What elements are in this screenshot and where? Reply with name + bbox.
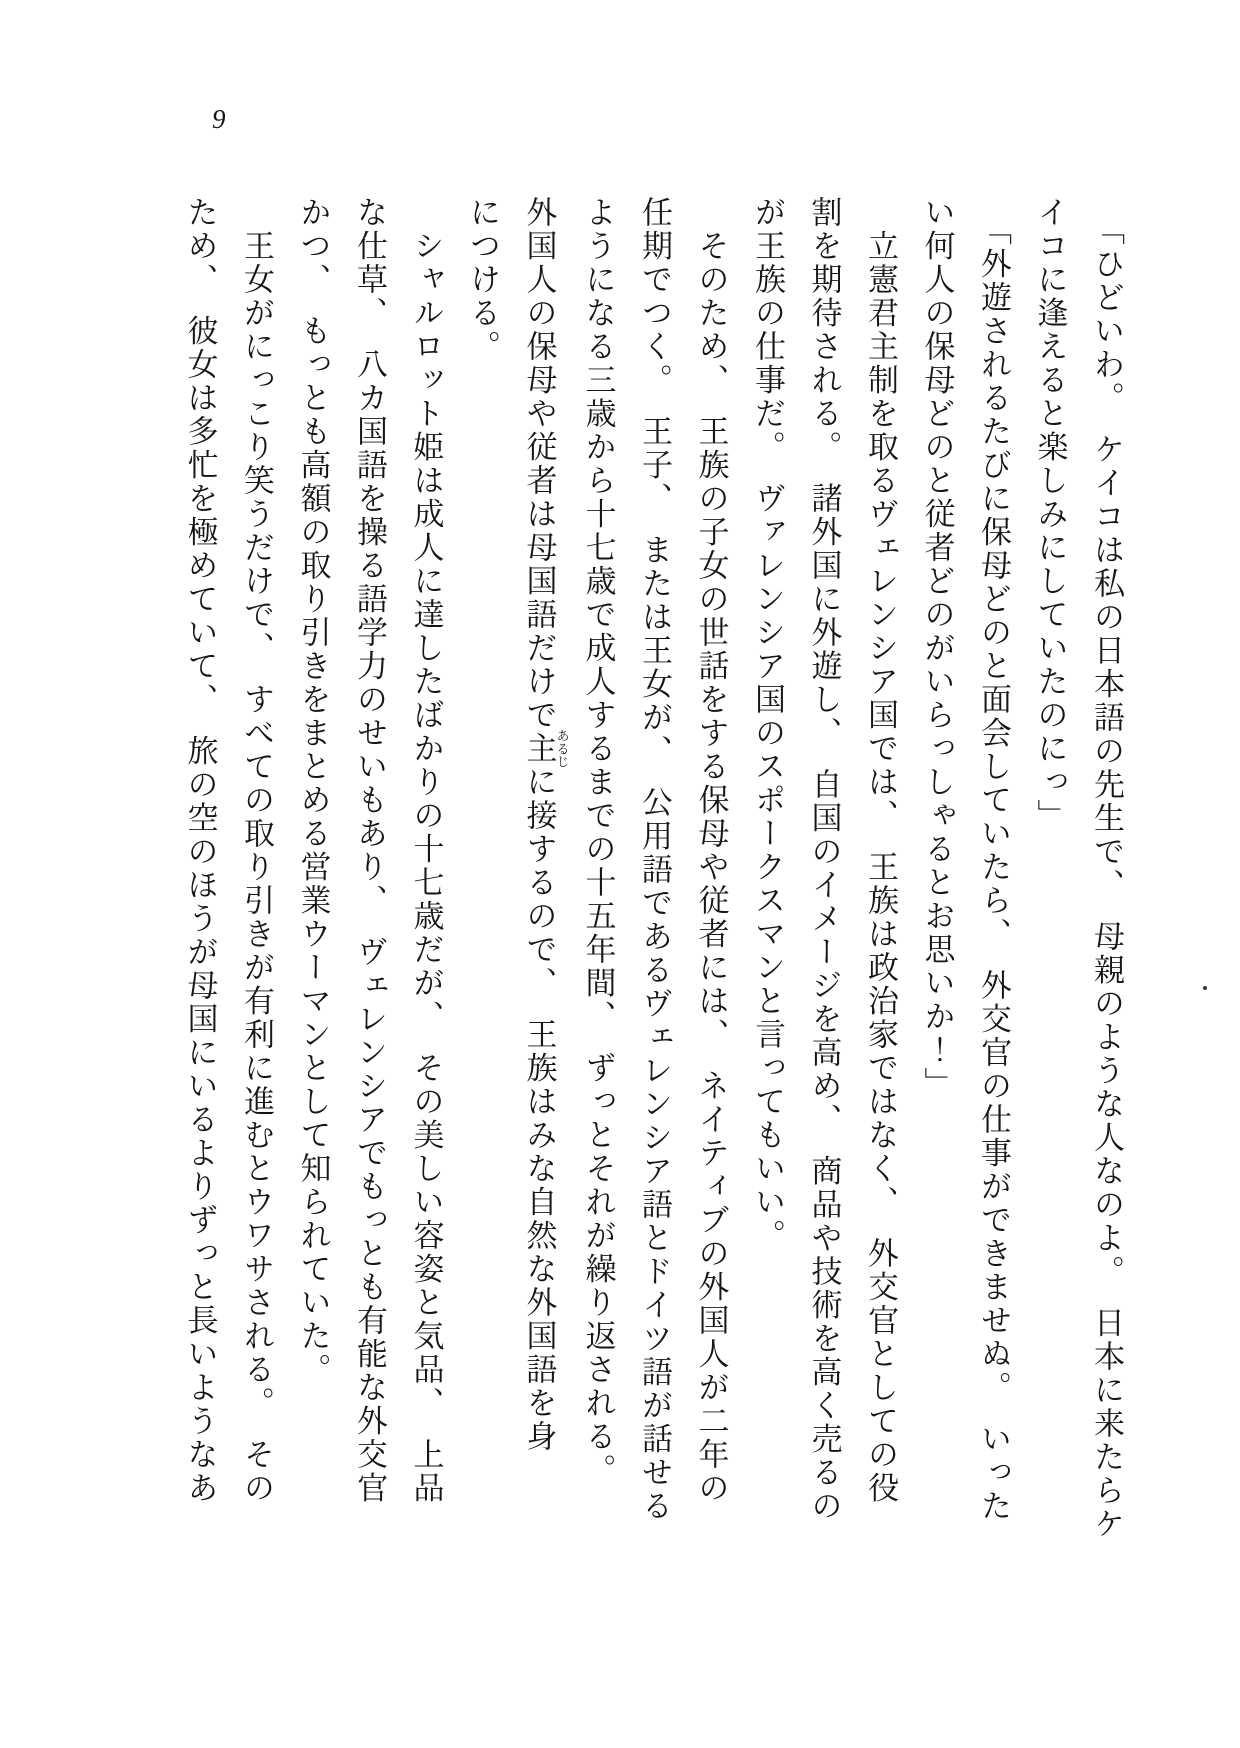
page-number: 9: [212, 104, 226, 134]
text-line: 割を期待される。 諸外国に外遊し、 自国のイメージを高め、 商品や技術を高く売るの: [806, 196, 842, 1523]
text-line: が王族の仕事だ。 ヴァレンシア国のスポークスマンと言ってもいい。: [750, 196, 785, 1253]
scan-speck: [1203, 986, 1207, 990]
text-line: 任期でつく。 王子、 または王女が、 公用語であるヴェレンシア語とドイツ語が話せる: [637, 196, 672, 1523]
text-line: ため、 彼女は多忙を極めていて、 旅の空のほうが母国にいるよりずっと長いようなあ: [182, 196, 218, 1505]
page-text: [171, 196, 1134, 1656]
text-line: ようになる三歳から十七歳で成人するまでの十五年間、 ずっとそれが繰り返される。: [580, 196, 616, 1487]
text-line: 「ひどいわ。 ケイコは私の日本語の先生で、 母親のような人なのよ。 日本に来たらケ: [1089, 196, 1124, 1541]
text-line: 王女がにっこり笑うだけで、 すべての取り引きが有利に進むとウワサされる。 その: [239, 196, 274, 1505]
text-line: 外国人の保母や従者は母国語だけで主あるじに接するので、 王族はみな自然な外国語を身: [521, 196, 570, 1454]
text-line: イコに逢えると楽しみにしていたのにっ」: [1032, 196, 1068, 833]
text-line: い何人の保母どのと従者どのがいらっしゃるとお思いか！」: [919, 196, 955, 1101]
text-line: 立憲君主制を取るヴェレンシア国では、 王族は政治家ではなく、 外交官としての役: [863, 196, 898, 1505]
text-line: な仕草、 八カ国語を操る語学力のせいもあり、 ヴェレンシアでもっとも有能な外交官: [352, 196, 387, 1505]
text-line: につける。: [465, 196, 500, 364]
ruby-annotated-word: 主あるじ: [521, 729, 570, 769]
text-line: そのため、 王族の子女の世話をする保母や従者には、 ネイティブの外国人が二年の: [693, 196, 729, 1505]
text-line: かつ、 もっとも高額の取り引きをまとめる営業ウーマンとして知られていた。: [295, 196, 331, 1387]
text-line: シャルロット姫は成人に達したばかりの十七歳だが、 その美しい容姿と気品、 上品: [408, 196, 444, 1505]
text-line: 「外遊されるたびに保母どのと面会していたら、 外交官の仕事ができませぬ。 いった: [976, 196, 1011, 1523]
